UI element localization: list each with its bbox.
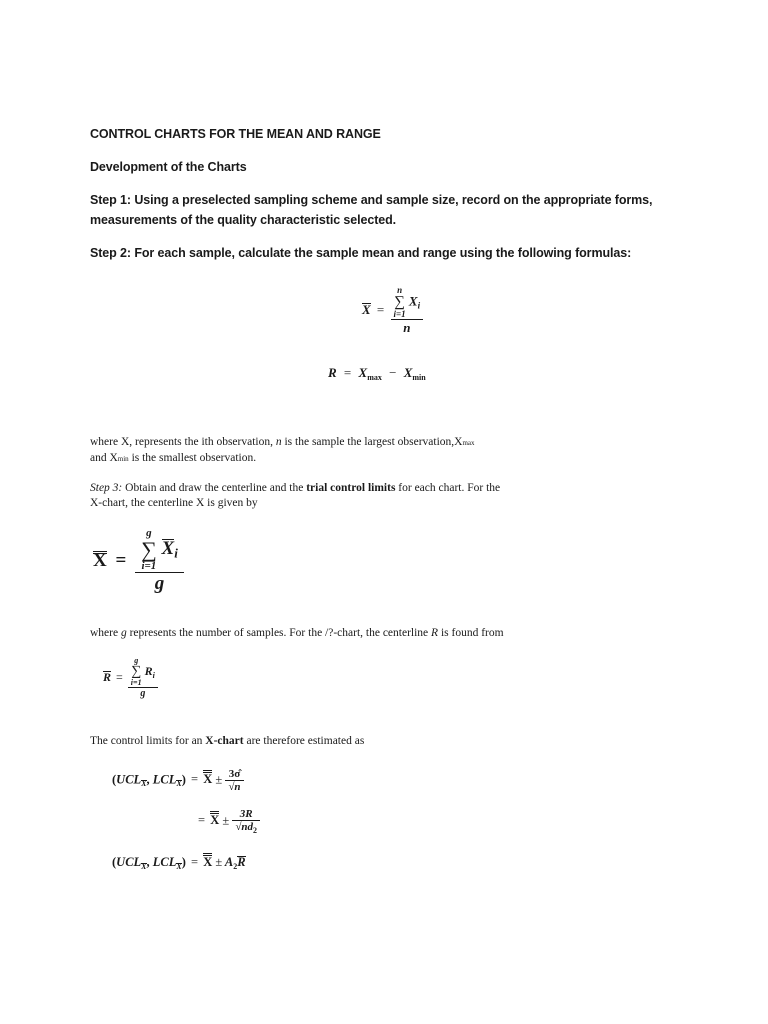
step3-text-a: Obtain and draw the centerline and the — [122, 482, 307, 494]
where-g-line — [90, 625, 504, 641]
formula-range-min-sub: min — [412, 373, 426, 382]
limits1-ucl-sub: X — [141, 779, 147, 789]
formula-xi-term: X — [408, 293, 418, 309]
limits3-xdbar: X — [203, 852, 212, 870]
where-line-1 — [90, 434, 475, 451]
formula-range-lhs: R — [328, 365, 337, 380]
limits1-xdbar: X — [203, 769, 212, 787]
formula-rbar: R = g ∑ i=1 $R_i$ g — [103, 657, 158, 699]
grand-sum-lower-i1: i=1 — [141, 560, 157, 572]
rbar-denominator-g: g — [140, 688, 146, 699]
rbar-ri-term: R — [144, 663, 153, 678]
step3-text-b: for each chart. For the — [395, 482, 501, 494]
formula-rbar-lhs: R — [103, 669, 112, 684]
formula-xi-sub: i — [417, 300, 421, 311]
limits1-numerator: 3σ̂ — [225, 768, 243, 781]
where-line-2-sub: min — [117, 455, 129, 463]
where-line-1-b: is the sample the largest observation,X — [281, 436, 463, 448]
formula-limits-3: (UCLX, LCLX) = $X \pm A_2R$ — [112, 852, 246, 871]
where-g-a: where — [90, 627, 121, 639]
limits3-lcl-sub: X — [176, 862, 182, 871]
grand-xi-sub: i — [174, 545, 178, 561]
where-line-1-a: where X, represents the ith observation, — [90, 436, 276, 448]
control-text-bold: X-chart — [205, 735, 244, 747]
grand-denominator-g: g — [154, 573, 165, 594]
limits3-rbar: R — [237, 855, 246, 869]
where-g-c: is found from — [438, 627, 504, 639]
rbar-ri-sub: i — [152, 670, 155, 680]
formula-range-xmax: X — [358, 365, 368, 380]
limits2-denominator-sub: 2 — [253, 826, 257, 835]
where-line-2-b: is the smallest observation. — [128, 452, 257, 464]
limits1-lcl-sub: X — [176, 779, 182, 789]
step3-bold: trial control limits — [306, 482, 396, 494]
limits3-a2: A — [224, 855, 234, 869]
limits2-xdbar: X — [210, 810, 219, 828]
formula-sample-mean: X = n ∑ i=1 $X_i$ n — [362, 286, 423, 336]
grand-xi-term: X — [161, 538, 175, 560]
step3-line-2: X-chart, the centerline X is given by — [90, 497, 258, 509]
formula-grand-mean: X = g ∑ i=1 Xi g — [93, 528, 184, 595]
section-subtitle: Development of the Charts — [90, 160, 247, 174]
where-line-2-a: and X — [90, 452, 118, 464]
step3-label: Step 3: — [90, 482, 123, 494]
where-line-1-n: n — [275, 436, 282, 448]
rbar-sum-lower-i1: i=1 — [130, 678, 142, 687]
limits1-ucl: UCL — [116, 772, 142, 787]
grand-sum-upper-g: g — [146, 527, 152, 539]
formula-range-max-sub: max — [367, 373, 382, 382]
limits3-lcl: LCL — [152, 855, 177, 869]
limits3-ucl-sub: X — [141, 862, 147, 871]
limits1-denominator: √n — [228, 781, 241, 793]
control-limits-text — [90, 733, 364, 749]
control-text-a: The control limits for an — [90, 735, 206, 747]
where-g-r: R — [431, 627, 439, 639]
limits1-lcl: LCL — [152, 772, 177, 787]
document-title: CONTROL CHARTS FOR THE MEAN AND RANGE — [90, 127, 381, 141]
rbar-sum-upper-g: g — [134, 656, 139, 665]
where-g-g: g — [120, 627, 127, 639]
step2-text: Step 2: For each sample, calculate the sample mean and range using the following formulas: — [90, 246, 632, 260]
limits2-denominator: √nd — [235, 821, 253, 833]
where-g-b: represents the number of samples. For the /?-chart, the centerline — [126, 627, 432, 639]
formula-range: $R = X_{max} - X_{min}$ — [328, 365, 426, 382]
control-text-b: are therefore estimated as — [243, 735, 365, 747]
formula-xbar-lhs: X — [362, 301, 371, 317]
limits3-a2-sub: 2 — [233, 862, 238, 871]
step1-line1: Step 1: Using a preselected sampling scheme and sample size, record on the appropriate forms, — [90, 193, 653, 207]
where-line-2 — [90, 450, 256, 467]
formula-limits-1: (UCLX, LCLX) = X ± $\frac{3\sigmâ}{√n}$ — [112, 768, 244, 793]
step3-line-1 — [90, 480, 500, 496]
limits3-ucl: UCL — [116, 855, 142, 869]
formula-range-xmin: X — [403, 365, 413, 380]
formula-limits-2: = X ± $\frac{3R}{√nd_2}$ — [196, 808, 260, 835]
formula-xdbar-lhs: X — [93, 549, 107, 571]
formula-xbar-denominator: n — [403, 320, 411, 335]
step1-line2: measurements of the quality characteristic selected. — [90, 213, 397, 227]
sum-lower-i1: i=1 — [393, 309, 406, 319]
sum-upper-n: n — [397, 285, 403, 295]
where-line-1-sub: max — [462, 439, 475, 447]
limits2-numerator: 3R — [232, 808, 260, 821]
